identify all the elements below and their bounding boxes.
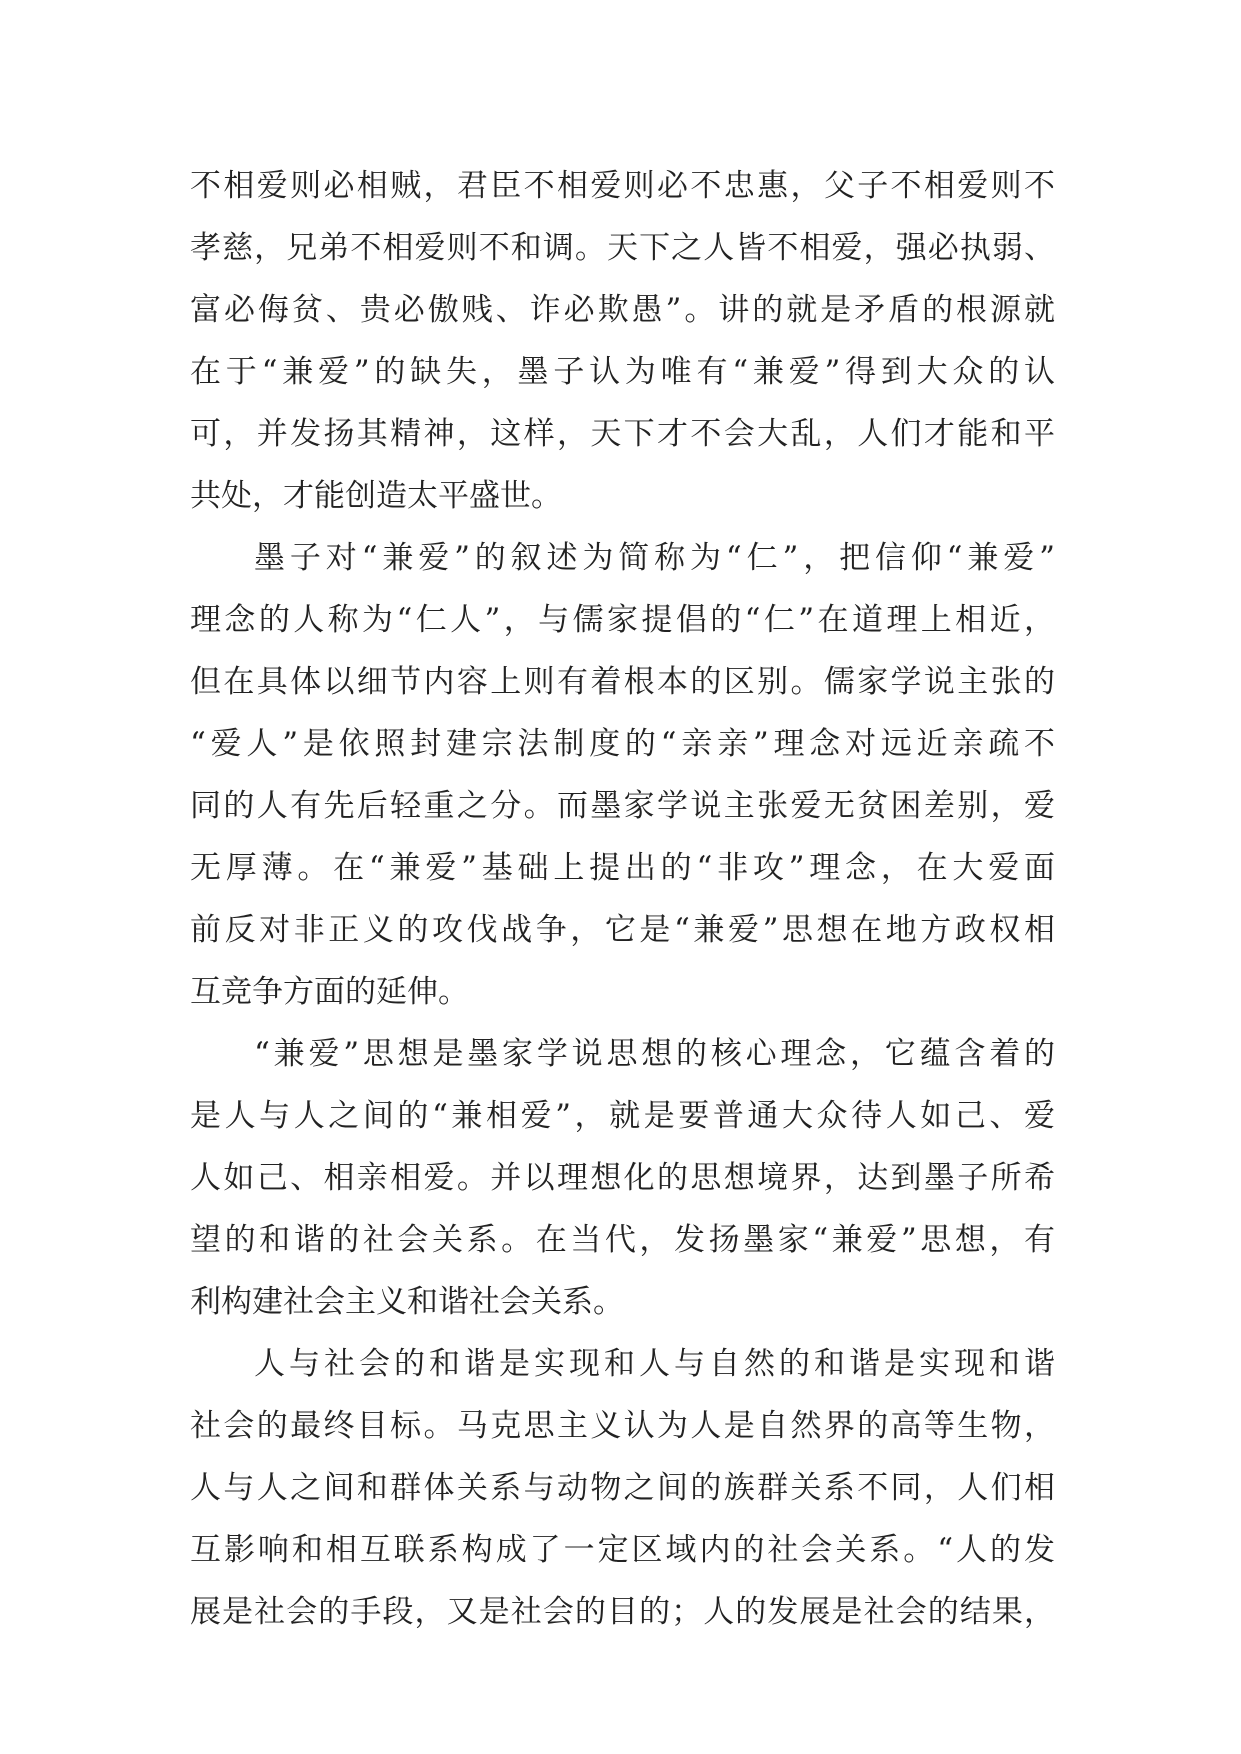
p1-line-6: 共处，才能创造太平盛世。 xyxy=(190,478,562,514)
p1-line-4: 在于“兼爱”的缺失，墨子认为唯有“兼爱”得到大众的认 xyxy=(190,354,1055,390)
p2-line-8: 互竞争方面的延伸。 xyxy=(190,974,469,1010)
p1-line-2: 孝慈，兄弟不相爱则不和调。天下之人皆不相爱，强必执弱、 xyxy=(190,230,1055,266)
p4-line-1: 人与社会的和谐是实现和人与自然的和谐是实现和谐 xyxy=(254,1346,1055,1382)
p2-line-1: 墨子对“兼爱”的叙述为简称为“仁”，把信仰“兼爱” xyxy=(254,540,1055,576)
p3-line-5: 利构建社会主义和谐社会关系。 xyxy=(190,1284,624,1320)
p2-line-6: 无厚薄。在“兼爱”基础上提出的“非攻”理念，在大爱面 xyxy=(190,850,1055,886)
body-text xyxy=(190,155,1055,1643)
p3-line-1: “兼爱”思想是墨家学说思想的核心理念，它蕴含着的 xyxy=(254,1036,1055,1072)
p4-line-4: 互影响和相互联系构成了一定区域内的社会关系。“人的发 xyxy=(190,1532,1055,1568)
p4-line-3: 人与人之间和群体关系与动物之间的族群关系不同，人们相 xyxy=(190,1470,1055,1506)
p4-line-5: 展是社会的手段，又是社会的目的；人的发展是社会的结果， xyxy=(190,1594,1055,1630)
p1-line-1: 不相爱则必相贼，君臣不相爱则必不忠惠，父子不相爱则不 xyxy=(190,168,1055,204)
p3-line-3: 人如己、相亲相爱。并以理想化的思想境界，达到墨子所希 xyxy=(190,1160,1055,1196)
p2-line-3: 但在具体以细节内容上则有着根本的区别。儒家学说主张的 xyxy=(190,664,1055,700)
p4-line-2: 社会的最终目标。马克思主义认为人是自然界的高等生物， xyxy=(190,1408,1055,1444)
p2-line-7: 前反对非正义的攻伐战争，它是“兼爱”思想在地方政权相 xyxy=(190,912,1055,948)
p3-line-4: 望的和谐的社会关系。在当代，发扬墨家“兼爱”思想，有 xyxy=(190,1222,1055,1258)
p2-line-2: 理念的人称为“仁人”，与儒家提倡的“仁”在道理上相近， xyxy=(190,602,1055,638)
p3-line-2: 是人与人之间的“兼相爱”，就是要普通大众待人如己、爱 xyxy=(190,1098,1055,1134)
p2-line-5: 同的人有先后轻重之分。而墨家学说主张爱无贫困差别，爱 xyxy=(190,788,1055,824)
p1-line-5: 可，并发扬其精神，这样，天下才不会大乱，人们才能和平 xyxy=(190,416,1055,452)
p1-line-3: 富必侮贫、贵必傲贱、诈必欺愚”。讲的就是矛盾的根源就 xyxy=(190,292,1055,328)
p2-line-4: “爱人”是依照封建宗法制度的“亲亲”理念对远近亲疏不 xyxy=(190,726,1055,762)
